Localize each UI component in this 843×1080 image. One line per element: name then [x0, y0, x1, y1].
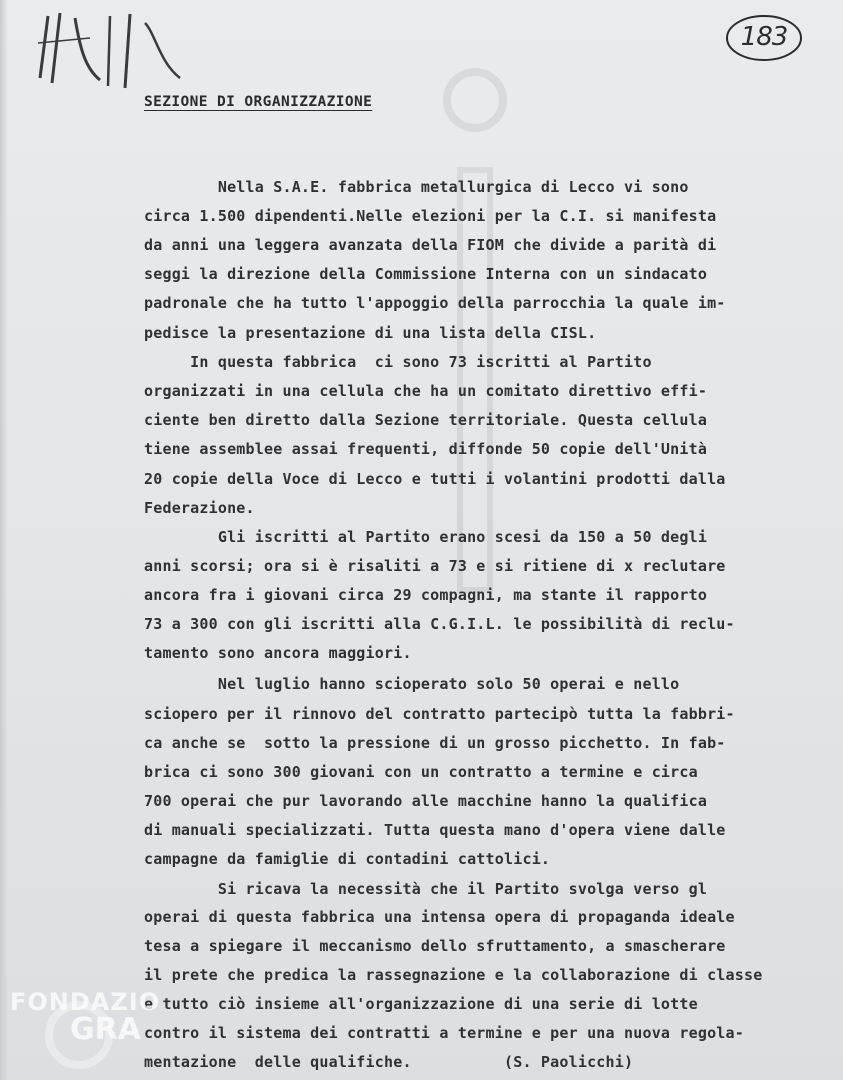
- text-line: tamento sono ancora maggiori.: [144, 644, 412, 662]
- text-line: padronale che ha tutto l'appoggio della parrocchia la quale im-: [144, 294, 726, 312]
- text-line: In questa fabbrica ci sono 73 iscritti al Partito: [144, 353, 652, 371]
- text-line: ciente ben diretto dalla Sezione territoriale. Questa cellula: [144, 411, 708, 429]
- page-number-stamp: [724, 12, 804, 64]
- text-line: Nella S.A.E. fabbrica metallurgica di Lecco vi sono: [144, 178, 689, 196]
- page-edge-shadow: [0, 0, 8, 1080]
- text-line: Nel luglio hanno scioperato solo 50 operai e nello: [144, 675, 680, 693]
- text-line: 700 operai che pur lavorando alle macchine hanno la qualifica: [144, 792, 708, 810]
- text-line: seggi la direzione della Commissione Interna con un sindacato: [144, 265, 708, 283]
- text-line: da anni una leggera avanzata della FIOM che divide a parità di: [144, 236, 717, 254]
- text-line: ca anche se sotto la pressione di un grosso picchetto. In fab-: [144, 734, 726, 752]
- text-line: contro il sistema dei contratti a termine e per una nuova regola-: [144, 1024, 744, 1042]
- text-line: e tutto ciò insieme all'organizzazione di una serie di lotte: [144, 995, 698, 1013]
- text-line: Federazione.: [144, 499, 255, 517]
- text-line: il prete che predica la rassegnazione e la collaborazione di classe: [144, 966, 763, 984]
- text-line: tiene assemblee assai frequenti, diffonde 50 copie dell'Unità: [144, 440, 708, 458]
- text-line: Si ricava la necessità che il Partito svolga verso gl: [144, 880, 708, 898]
- text-line: anni scorsi; ora si è risaliti a 73 e si ritiene di x reclutare: [144, 557, 726, 575]
- text-line: di manuali specializzati. Tutta questa mano d'opera viene dalle: [144, 821, 726, 839]
- text-line: ancora fra i giovani circa 29 compagni, ma stante il rapporto: [144, 586, 708, 604]
- text-line: Gli iscritti al Partito erano scesi da 150 a 50 degli: [144, 528, 708, 546]
- text-line: 20 copie della Voce di Lecco e tutti i volantini prodotti dalla: [144, 470, 726, 488]
- text-line: campagne da famiglie di contadini cattolici.: [144, 850, 551, 868]
- text-line: pedisce la presentazione di una lista della CISL.: [144, 324, 597, 342]
- watermark-text-1: FONDAZIO: [10, 988, 161, 1016]
- text-line: sciopero per il rinnovo del contratto partecipò tutta la fabbri-: [144, 705, 735, 723]
- page-number: 183: [740, 22, 788, 52]
- section-heading: SEZIONE DI ORGANIZZAZIONE: [144, 94, 373, 110]
- text-line: brica ci sono 300 giovani con un contratto a termine e circa: [144, 763, 698, 781]
- text-line: 73 a 300 con gli iscritti alla C.G.I.L. le possibilità di reclu-: [144, 615, 735, 633]
- text-line: tesa a spiegare il meccanismo dello sfruttamento, a smascherare: [144, 937, 726, 955]
- text-line: operai di questa fabbrica una intensa opera di propaganda ideale: [144, 908, 735, 926]
- text-line: mentazione delle qualifiche. (S. Paolicchi): [144, 1053, 634, 1071]
- handwritten-mark: [30, 8, 200, 93]
- text-line: organizzati in una cellula che ha un comitato direttivo effi-: [144, 382, 708, 400]
- watermark-text-2: GRA: [70, 1012, 141, 1047]
- text-line: circa 1.500 dipendenti.Nelle elezioni per la C.I. si manifesta: [144, 207, 717, 225]
